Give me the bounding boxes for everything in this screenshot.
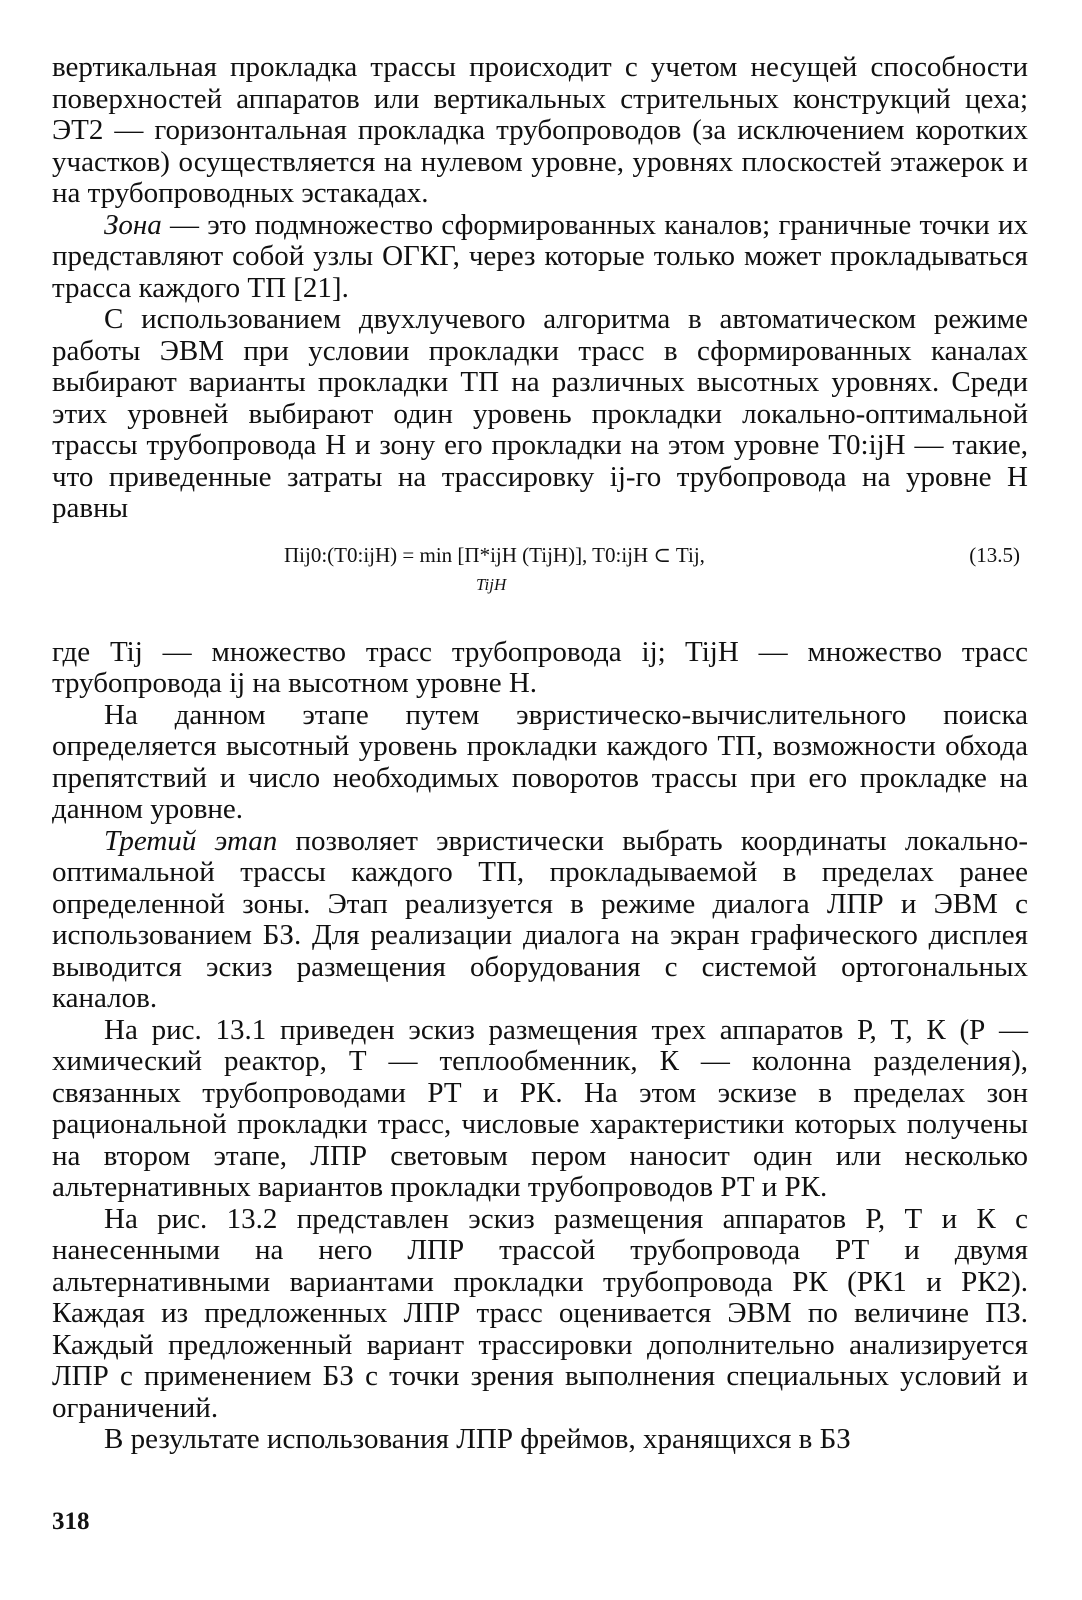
paragraph-text: позволяет эвристически выбрать координаты локально-оптимальной трассы каждого ТП, прокладываемой в пределах ранее определенной зоны. Этап реализуется в режиме диалога ЛПР и ЭВМ с использованием БЗ. Для реализации диалога на экран графического дисплея выводится эскиз размещения оборудования с системой ортогональных каналов. [52, 824, 1028, 1014]
paragraph: вертикальная прокладка трассы происходит с учетом несущей способности поверхностей аппаратов или вертикальных стрительных конструкций цеха; ЭТ2 — горизонтальная прокладка трубопроводов (за исключением коротких участков) осуществляется на нулевом уровне, уровнях плоскостей этажерок и на трубопроводных эстакадах. [52, 51, 1028, 209]
paragraph [52, 210, 1028, 305]
paragraph-lead: Зона [104, 208, 162, 241]
paragraph: С использованием двухлучевого алгоритма в автоматическом режиме работы ЭВМ при условии прокладки трасс в сформированных каналах выбирают варианты прокладки ТП на различных высотных уровнях. Среди этих уровней выбирают один уровень прокладки локально-оптимальной трассы трубопровода H и зону его прокладки на этом уровне T0:ijH — такие, что приведенные затраты на трассировку ij-го трубопровода на уровне H равны [52, 303, 1028, 524]
paragraph-lead: Третий этап [104, 824, 278, 857]
paragraph-text: — это подмножество сформированных каналов; граничные точки их представляют собой узлы ОГКГ, через которые только может прокладываться трасса каждого ТП [21]. [52, 208, 1028, 304]
formula-number: (13.5) [969, 542, 1020, 567]
paragraph: где Tij — множество трасс трубопровода ij; TijH — множество трасс трубопровода ij на высотном уровне H. [52, 635, 1028, 699]
page-number: 318 [52, 1508, 90, 1535]
paragraph: На данном этапе путем эвристическо-вычислительного поиска определяется высотный уровень прокладки каждого ТП, возможности обхода препятствий и число необходимых поворотов трассы при его прокладке на данном уровне. [52, 698, 1028, 825]
paragraph: В результате использования ЛПР фреймов, хранящихся в БЗ [104, 1423, 851, 1455]
formula-13-5 [52, 535, 1028, 631]
formula-min-subscript: TijH [476, 574, 507, 594]
body-text [52, 52, 1028, 1456]
paragraph: На рис. 13.1 приведен эскиз размещения трех аппаратов Р, Т, К (Р — химический реактор, Т — теплообменник, К — колонна разделения), связанных трубопроводами РТ и РК. На этом эскизе в пределах зон рациональной прокладки трасс, числовые характеристики которых получены на втором этапе, ЛПР световым пером наносит один или несколько альтернативных вариантов прокладки трубопроводов РТ и РК. [52, 1013, 1028, 1203]
formula-body: Пij0:(T0:ijH) = min [П*ijH (TijH)], T0:ijH ⊂ Tij, [284, 542, 705, 567]
paragraph: На рис. 13.2 представлен эскиз размещения аппаратов Р, Т и К с нанесенными на него ЛПР трассой трубопровода РТ и двумя альтернативными вариантами прокладки трубопровода РК (РК1 и РК2). Каждая из предложенных ЛПР трасс оценивается ЭВМ по величине ПЗ. Каждый предложенный вариант трассировки дополнительно анализируется ЛПР с применением БЗ с точки зрения выполнения специальных условий и ограничений. [52, 1202, 1028, 1424]
paragraph [52, 826, 1028, 1015]
